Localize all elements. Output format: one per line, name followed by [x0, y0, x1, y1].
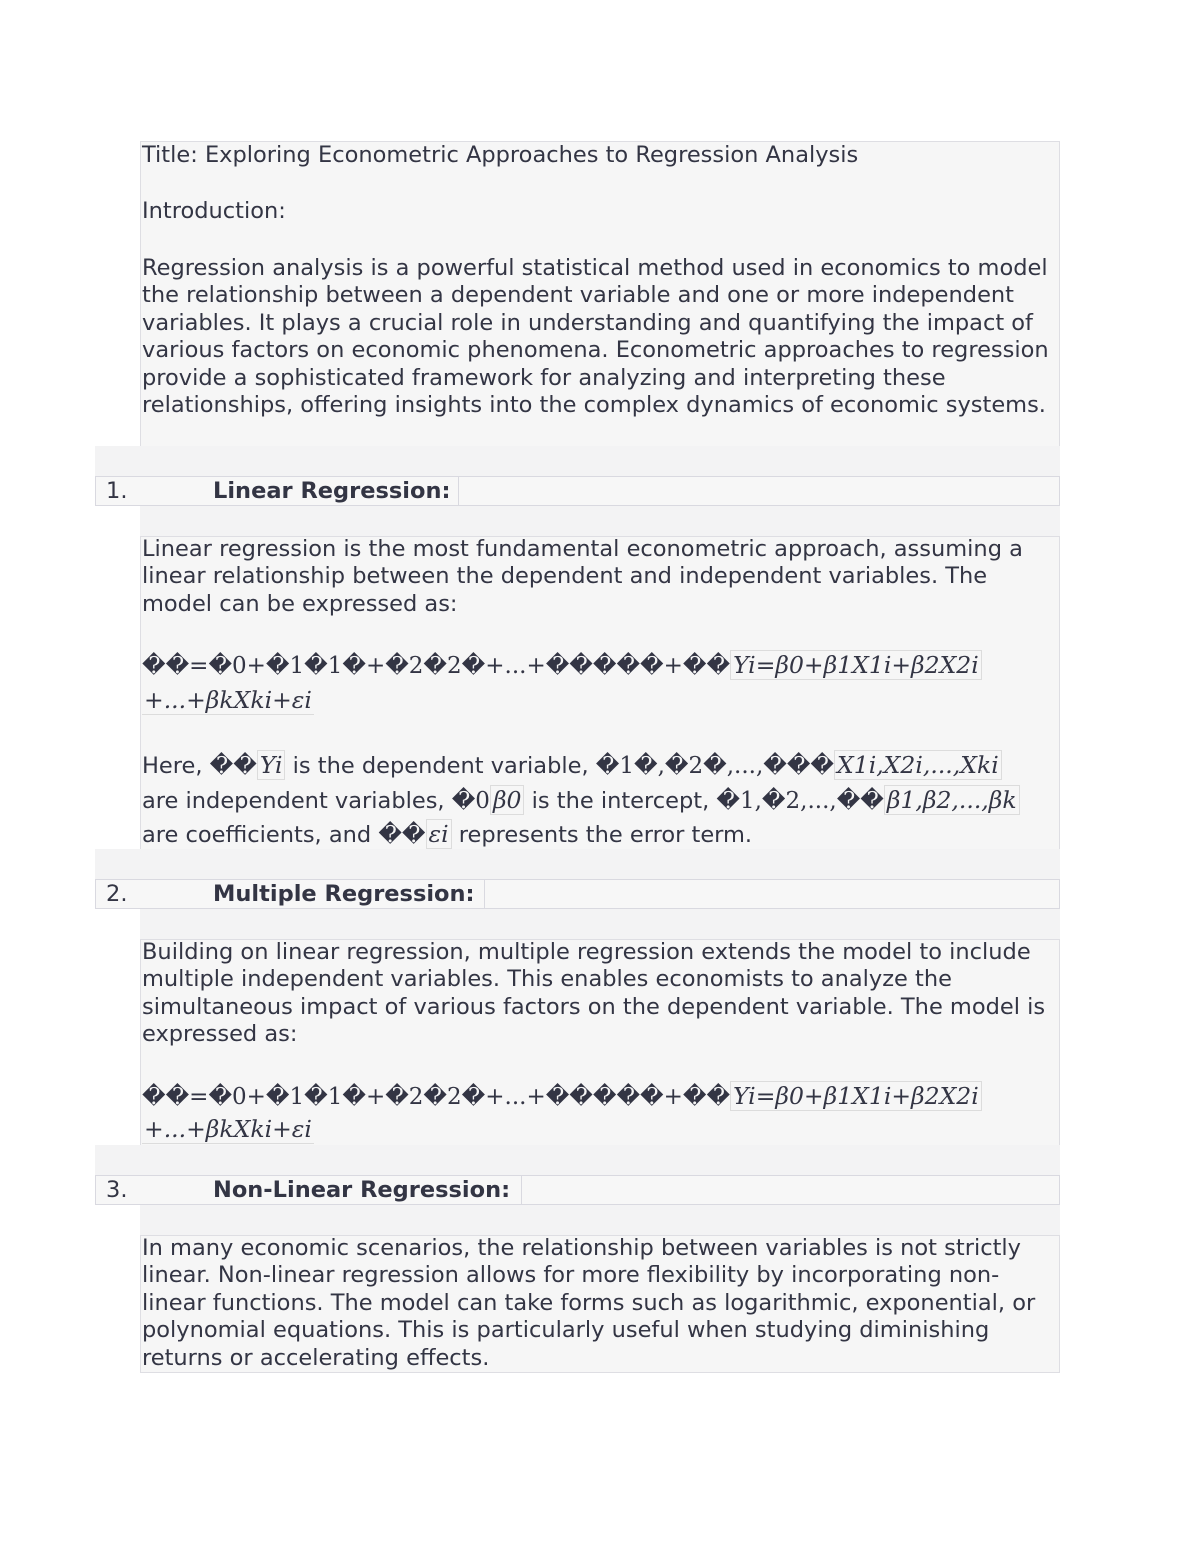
section-1-paragraph: Linear regression is the most fundamental econometric approach, assuming a linear relationship between the dependent and independent variables. The model can be expressed as: [142, 536, 1023, 617]
section-2-heading: Multiple Regression: [213, 881, 475, 907]
section-2-heading-row [95, 879, 1060, 909]
math-beta-list: β1,β2,...,βk [884, 785, 1020, 815]
section-1-here-line-2: are independent variables, �0 β0 is the intercept, �1,�2,...,�� β1,β2,...,βk [142, 784, 1020, 817]
section-2-gap [140, 909, 1060, 939]
equation-math-cont: +...+βkXki+εi [144, 686, 312, 714]
section-1-number: 1. [106, 478, 128, 504]
section-2-paragraph: Building on linear regression, multiple regression extends the model to include multiple independent variables. This enables economists to analyze the simultaneous impact of various factors on the dependent variable. The model is expressed as: [142, 939, 1046, 1048]
section-1-here-line-3: are coefficients, and �� εi represents the error term. [142, 820, 753, 848]
equation-garbled-text: ��=�0+�1�1�+�2�2�+...+�����+�� [142, 653, 731, 679]
section-3-gap [140, 1205, 1060, 1235]
section-1-gap [140, 506, 1060, 536]
equation-garbled-text: ��=�0+�1�1�+�2�2�+...+�����+�� [142, 1084, 731, 1110]
intro-heading: Introduction: [142, 198, 286, 224]
section-1-here-line-1: Here, �� Yi is the dependent variable, �1�,�2�,...,��� X1i,X2i,...,Xki [142, 749, 1002, 782]
section-1-equation-cont [142, 685, 314, 716]
math-x-list: X1i,X2i,...,Xki [834, 750, 1002, 780]
section-1-equation [142, 650, 982, 681]
section-3-heading-row [95, 1175, 1060, 1205]
intro-paragraph: Regression analysis is a powerful statistical method used in economics to model the relationship between a dependent variable and one or more independent variables. It plays a crucial role in understanding and quantifying the impact of various factors on economic phenomena. Econometric approaches to regression provide a sophisticated framework for analyzing and interpreting these relationships, offering insights into the complex dynamics of economic systems. [142, 255, 1049, 419]
math-beta0: β0 [490, 785, 525, 815]
section-2-equation [142, 1081, 982, 1112]
section-2-spacer [95, 849, 1060, 879]
equation-math: Yi=β0+β1X1i+β2X2i [730, 650, 982, 680]
section-1-spacer [95, 446, 1060, 476]
document-title: Title: Exploring Econometric Approaches to Regression Analysis [142, 142, 859, 168]
equation-math-cont: +...+βkXki+εi [144, 1115, 312, 1143]
math-epsilon: εi [426, 819, 452, 849]
section-1-heading-row [95, 476, 1060, 506]
section-3-spacer [95, 1145, 1060, 1175]
section-1-heading: Linear Regression: [213, 478, 451, 504]
equation-math: Yi=β0+β1X1i+β2X2i [730, 1081, 982, 1111]
section-3-number: 3. [106, 1177, 128, 1203]
math-yi: Yi [257, 750, 286, 780]
section-3-paragraph: In many economic scenarios, the relationship between variables is not strictly linear. Non-linear regression allows for more flexibility by incorporating non-linear functions. The model can take forms such as logarithmic, exponential, or polynomial equations. This is particularly useful when studying diminishing returns or accelerating effects. [142, 1235, 1036, 1371]
section-2-number: 2. [106, 881, 128, 907]
section-2-equation-cont [142, 1114, 314, 1145]
section-3-heading: Non-Linear Regression: [213, 1177, 511, 1203]
